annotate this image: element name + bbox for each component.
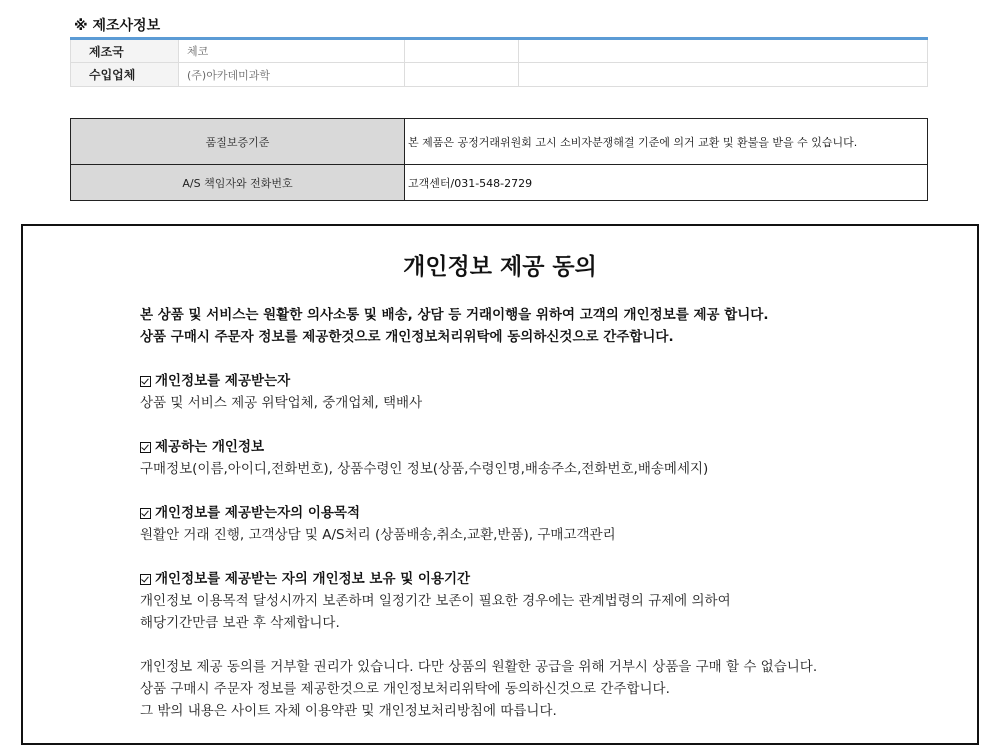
manufacturer-section-title: ※ 제조사정보 — [74, 18, 161, 34]
section-heading: 개인정보를 제공받는 자의 개인정보 보유 및 이용기간 — [155, 571, 471, 587]
empty-cell — [519, 63, 928, 87]
manufacturer-table — [70, 37, 928, 87]
consent-title: 개인정보 제공 동의 — [403, 254, 597, 280]
section-purpose — [140, 502, 940, 546]
checked-box-icon — [140, 442, 151, 453]
quality-standard-value: 본 제품은 공정거래위원회 고시 소비자분쟁해결 기준에 의거 교환 및 환불을 받을 수 있습니다. — [405, 119, 928, 165]
section-retention — [140, 568, 940, 634]
country-label: 제조국 — [71, 39, 179, 63]
table-row — [71, 165, 928, 201]
checked-box-icon — [140, 574, 151, 585]
empty-cell — [405, 63, 519, 87]
quality-standard-label: 품질보증기준 — [71, 119, 405, 165]
section-recipients — [140, 370, 940, 414]
table-row — [71, 63, 928, 87]
consent-footer — [140, 656, 940, 722]
section-line: 해당기간만큼 보관 후 삭제합니다. — [140, 615, 340, 631]
footer-line: 그 밖의 내용은 사이트 자체 이용약관 및 개인정보처리방침에 따릅니다. — [140, 703, 557, 719]
as-contact-value: 고객센터/031-548-2729 — [405, 165, 928, 201]
section-line: 원활안 거래 진행, 고객상담 및 A/S처리 (상품배송,취소,교환,반품), 구매고객관리 — [140, 527, 616, 543]
checked-box-icon — [140, 508, 151, 519]
section-provided-info — [140, 436, 940, 480]
privacy-consent-box — [21, 224, 979, 745]
footer-line: 개인정보 제공 동의를 거부할 권리가 있습니다. 다만 상품의 원활한 공급을 위해 거부시 상품을 구매 할 수 없습니다. — [140, 659, 818, 675]
consent-intro — [140, 304, 940, 348]
footer-line: 상품 구매시 주문자 정보를 제공한것으로 개인정보처리위탁에 동의하신것으로 간주합니다. — [140, 681, 670, 697]
section-heading: 개인정보를 제공받는자의 이용목적 — [155, 505, 361, 521]
empty-cell — [405, 39, 519, 63]
section-heading: 제공하는 개인정보 — [155, 439, 265, 455]
section-line: 개인정보 이용목적 달성시까지 보존하며 일정기간 보존이 필요한 경우에는 관계법령의 규제에 의하여 — [140, 593, 731, 609]
checked-box-icon — [140, 376, 151, 387]
table-row — [71, 39, 928, 63]
importer-value: (주)아카데미과학 — [179, 63, 405, 87]
table-row — [71, 119, 928, 165]
as-contact-label: A/S 책임자와 전화번호 — [71, 165, 405, 201]
section-heading: 개인정보를 제공받는자 — [155, 373, 291, 389]
intro-line: 상품 구매시 주문자 정보를 제공한것으로 개인정보처리위탁에 동의하신것으로 간주합니다. — [140, 329, 674, 345]
intro-line: 본 상품 및 서비스는 원활한 의사소통 및 배송, 상담 등 거래이행을 위하여 고객의 개인정보를 제공 합니다. — [140, 307, 769, 323]
section-line: 구매정보(이름,아이디,전화번호), 상품수령인 정보(상품,수령인명,배송주소,전화번호,배송메세지) — [140, 461, 709, 477]
country-value: 체코 — [179, 39, 405, 63]
importer-label: 수입업체 — [71, 63, 179, 87]
consent-body — [140, 304, 940, 722]
section-line: 상품 및 서비스 제공 위탁업체, 중개업체, 택배사 — [140, 395, 423, 411]
quality-assurance-table — [70, 118, 928, 201]
empty-cell — [519, 39, 928, 63]
